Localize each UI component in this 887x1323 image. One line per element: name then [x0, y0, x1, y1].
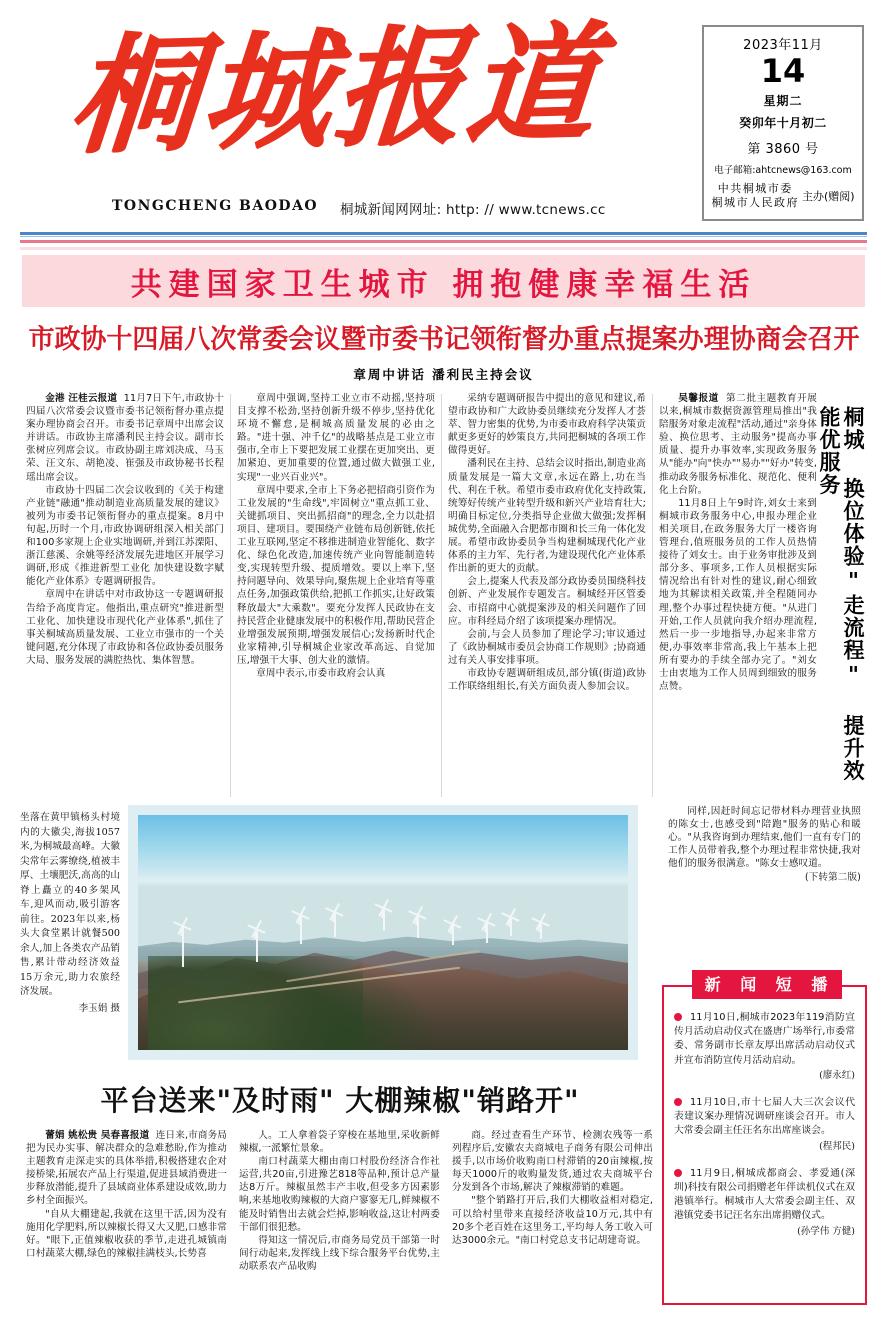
lead-col2-p1: 章周中强调,坚持工业立市不动摇,坚持项目支撑不松劲,坚持创新升级不停步,坚持优化环境不懈怠,是桐城高质量发展的必由之路。"进十强、冲千亿"的战略基点是工业立市强市,全市上下要把发展工业摆在更加突出、更加紧迫、更加重要的位置,通过做大做强工业,实现"一业兴百业兴"。: [237, 393, 435, 483]
lead-article-columns: [20, 392, 867, 797]
lead-subhead: 章周中讲话 潘利民主持会议: [353, 367, 534, 382]
sidebar-column: [653, 392, 865, 797]
news-brief-item-text: 11月9日,桐城成都商会、孝爱通(深圳)科技有限公司捐赠老年伴读机仪式在双港镇举行。桐城市人大常委会副主任、双港镇党委书记汪名东出席捐赠仪式。: [674, 1167, 855, 1222]
lead-col3-p5: 市政协专题调研组成员,部分镇(街道)政协工作联络组组长,有关方面负责人参加会议。: [448, 667, 646, 693]
wind-turbine-icon: [486, 921, 488, 943]
lead-col1-p1: 11月7日下午,市政协十四届八次常委会议暨市委书记领衔督办重点提案办理协商会召开。市委书记章周中出席会议并讲话。市政协主席潘利民主持会议。副市长张树应列席会议。市政协副主席刘决成、马玉荣、汪文东、胡艳凌、崔强及市政协秘书长程瑶出席会议。: [26, 393, 225, 483]
wind-turbine-icon: [256, 928, 258, 962]
second-byline: 蕾娟 姚松贵 吴春喜报道: [45, 1130, 150, 1141]
bullet-icon: [674, 1169, 682, 1177]
second-col2-p1: 人。工人拿着袋子穿梭在基地里,采收新鲜辣椒,一派繁忙景象。: [239, 1130, 440, 1155]
news-brief-item-text: 11月10日,桐城市2023年119消防宣传月活动启动仪式在盛唐广场举行,市委常委、常务副市长章友厚出席活动启动仪式并宣布消防宣传月活动启动。: [674, 1012, 855, 1066]
photo-frame: [128, 805, 638, 1060]
sidebar-continuation: (下转第二版): [804, 872, 861, 884]
wind-turbine-icon: [383, 907, 385, 931]
wind-turbine-icon: [334, 911, 336, 937]
news-brief-list: [664, 987, 865, 1258]
news-brief-item-credit: (程邦民): [819, 1140, 855, 1152]
news-brief-box: [662, 975, 867, 1305]
lead-col2-text: [237, 392, 435, 680]
slogan-banner: [22, 255, 865, 307]
second-col2-text: [239, 1129, 440, 1273]
lead-col3-p1: 采纳专题调研报告中提出的意见和建议,希望市政协和广大政协委员继续充分发挥人才荟萃、智力密集的优势,为市委市政府科学决策贡献更多更好的妙策良方,共同把桐城的各项工作做得更好。: [448, 393, 646, 457]
sidebar-p1: 第二批主题教育开展以来,桐城市数据资源管理局推出"我陪服务对象走流程"活动,通过"亲身体验、换位思考、主动服务"提高办事质量、提升办事效率,实现政务服务从"能办"向"快办""易办""好办"转变,推动政务服务标准化、规范化、便利化上台阶。: [659, 393, 817, 496]
issue-lunar-date: 癸卯年十月初二: [739, 116, 827, 130]
lead-col1-p2: 市政协十四届二次会议收到的《关于构建产业链"融通"推动制造业高质量发展的建议》被列为市委书记领衔督办的重点提案。8月中旬起,历时一个月,市政协调研组深入相关部门和100多家规上企业实地调研,并到江苏溧阳、浙江慈溪、余姚等经济发展先进地区开展学习调研,形成《推进新型工业化 加快建设数字赋能化产业体系》专题调研报告。: [26, 484, 224, 588]
bullet-icon: [674, 1013, 682, 1021]
second-column-2: [233, 1129, 446, 1273]
issue-info-box: [702, 25, 864, 221]
second-column-1: [20, 1129, 233, 1273]
newspaper-logo: [64, 8, 690, 177]
issue-publisher: [704, 182, 862, 210]
wind-turbine-icon: [452, 923, 454, 945]
news-brief-item-text: 11月10日,市十七届人大三次会议代表建议案办理情况调研座谈会召开。市人大常委会副主任汪名东出席座谈会。: [674, 1097, 855, 1137]
news-brief-item[interactable]: [674, 1011, 855, 1083]
divider-red: [20, 240, 867, 243]
wind-turbine-icon: [300, 914, 302, 944]
photo-caption-text: 坐落在黄甲镇杨头村境内的大徽尖,海拔1057米,为桐城最高峰。大徽尖常年云雾缭绕,植被丰厚、土壤肥沃,高高的山脊上矗立的40多架风车,迎风而动,吸引游客前往。2023年以来,杨头大食堂累计就餐500余人,加上各类农产品销售,累计带动经济效益15万余元,助力农旅经济发展。: [20, 812, 120, 997]
wind-turbine-icon: [417, 914, 419, 938]
divider-blue: [20, 232, 867, 235]
second-col2-p2: 南口村蔬菜大棚由南口村股份经济合作社运营,共20亩,引进豫艺818等品种,预计总产量达8万斤。辣椒虽然丰产丰收,但受多方因素影响,来基地收购辣椒的大商户寥寥无几,鲜辣椒不能及时销售出去就会烂掉,影响收益,这让村两委干部们很犯愁。: [239, 1156, 440, 1233]
second-headline: 平台送来"及时雨" 大棚辣椒"销路开": [100, 1084, 580, 1117]
issue-number: 第 3860 号: [747, 142, 819, 157]
lead-headline: 市政协十四届八次常委会议暨市委书记领衔督办重点提案办理协商会召开: [28, 324, 860, 355]
news-brief-title: 新 闻 短 播: [692, 970, 842, 999]
second-col3-p1: 商。经过查看生产环节、检测农残等一系列程序后,安徽农夫商城电子商务有限公司伸出援手,以市场价收购南口村滞销的20亩辣椒,按每天1000斤的收购量发货,通过农夫商城平台分发到各个市场,解决了辣椒滞销的难题。: [452, 1130, 653, 1194]
issue-weekday: 星期二: [763, 94, 803, 108]
slogan-text: 共建国家卫生城市 拥抱健康幸福生活: [130, 266, 757, 303]
sidebar-column-continued: [662, 805, 867, 885]
publisher-org-line1: 中共桐城市委: [717, 182, 793, 195]
wind-turbine-icon: [182, 925, 184, 967]
wind-turbine-icon: [510, 916, 512, 936]
publisher-org: [711, 182, 799, 210]
second-col3-text: [452, 1129, 653, 1247]
second-column-3: [446, 1129, 659, 1273]
lead-col3-p2: 潘利民在主持、总结会议时指出,制造业高质量发展是一篇大文章,永远在路上,功在当代、利在千秋。希望市委市政府优化支持政策,统筹好传统产业转型升级和新兴产业培育壮大;明确目标定位,分类指导企业做大做强;发挥桐城优势,全面融入合肥都市圈和长三角一体化发展。希望市政协委员争当构建桐城现代化产业体系的主力军、先行者,为建设现代化产业体系作出新的更大的贡献。: [448, 458, 646, 575]
sidebar-vertical-headline: 桐城 换位体验"走流程" 提升效能优服务: [817, 406, 866, 782]
lead-column-3: [442, 392, 652, 797]
lead-byline: 金港 汪桂云报道: [45, 393, 118, 404]
sidebar-p2: 11月8日上午9时许,刘女士来到桐城市政务服务中心,申报办理企业相关项目,在政务服务大厅一楼咨询管理台,值班服务员的工作人员热情接待了刘女士。由于业务审批涉及到部分多、事项多,工作人员根据实际情况给出有针对性的建议,耐心细致地为其解读相关政策,并全程随同办理,整个办事过程快捷方便。"从进门开始,工作人员就向我介绍办理流程,然后一步一步地指导,办起来非常方便,办事效率非常高,我上午基本上把所有要办的手续全部办完了。"刘女士由衷地为工作人员周到细致的服务点赞。: [659, 497, 817, 693]
mountain-windfarm-photo: [138, 815, 628, 1050]
lead-col2-p3: 章周中表示,市委市政府会认真: [256, 667, 386, 679]
issue-day: 14: [760, 52, 806, 90]
second-col1-p1: 连日来,市商务局把为民办实事、解决群众的急难愁盼,作为推动主题教育走深走实的具体举措,积极搭建农企对接桥梁,拓展农产品上行渠道,促进县域消费进一步释放潜能,提升了县域商业体系建设成效,助力乡村全面振兴。: [26, 1130, 227, 1207]
masthead: [0, 0, 887, 232]
lead-col3-p4: 会前,与会人员参加了理论学习;审议通过了《政协桐城市委员会协商工作规则》;协商通过有关人事安排事项。: [448, 628, 646, 666]
photo-credit: 李玉娟 摄: [78, 1002, 120, 1014]
bullet-icon: [674, 1098, 682, 1106]
lead-column-1: [20, 392, 230, 797]
lead-col3-text: [448, 392, 646, 693]
lead-column-2: [231, 392, 441, 797]
website-line[interactable]: 桐城新闻网网址: http: // www.tcnews.cc: [340, 202, 606, 218]
publisher-org-line2: 桐城市人民政府: [711, 196, 799, 209]
news-brief-item-credit: (廖永红): [819, 1069, 855, 1081]
lead-col2-p2: 章周中要求,全市上下务必把招商引资作为工业发展的"生命线",牢固树立"重点抓工业、关键抓项目、突出抓招商"的理念,全力以赴招项目、建项目。要围绕产业链布局创新链,依托工业互联网,坚定不移推进制造业智能化、数字化、绿色化改造,加速传统产业向智能制造转变,实现转型升级、提质增效。要以上率下,坚持问题导向、效果导向,聚焦规上企业培育等重点任务,加强政策供给,把抓工作抓实,让好政策释放最大"大乘数"。要充分发挥人民政协在支持民营企业健康发展中的积极作用,帮助民营企业增强发展预期,增强发展信心;发扬新时代企业家精神,引导桐城企业家改革高远、自觉加压,增强干大事、创大业的激情。: [237, 484, 435, 666]
news-brief-item[interactable]: [674, 1096, 855, 1154]
sidebar-col-text-cont: [668, 805, 861, 885]
second-col3-p2: "整个销路打开后,我们大棚收益相对稳定,可以给村里带来直接经济收益10万元,其中有20多个老百姓在这里务工,平均每人务工收入可达3000余元。"南口村党总支书记胡建奇说。: [452, 1195, 653, 1246]
divider-pink: [20, 247, 867, 250]
publisher-sponsor: 主办(赠阅): [801, 190, 855, 203]
second-col1-p2: "自从大棚建起,我就在这里干活,因为没有施用化学肥料,所以辣椒长得又大又肥,口感非常好。"眼下,正值辣椒收获的季节,走进孔城镇南口村蔬菜大棚,绿色的辣椒挂满枝头,长势喜: [26, 1208, 227, 1259]
newspaper-title-pinyin: TONGCHENG BAODAO: [112, 198, 319, 214]
lead-col1-p3: 章周中在讲话中对市政协这一专题调研报告给予高度肯定。他指出,重点研究"推进新型工业化、加快建设市现代化产业体系",抓住了事关桐城高质量发展、工业立市强市的一个关键问题,充分体现了市政协和各位政协委员服务大局、服务发展的满腔热忱、集体智慧。: [26, 589, 224, 666]
second-col2-p3: 得知这一情况后,市商务局党员干部第一时间行动起来,发挥线上线下综合服务平台优势,主动联系农产品收购: [239, 1234, 440, 1272]
sidebar-col-text: [659, 392, 817, 693]
sidebar-p3: 同样,因赶时间忘记带材料办理营业执照的陈女士,也感受到"陪跑"服务的贴心和暖心。"从我咨询到办理结束,他们一直有专门的工作人员带着我,整个办理过程非常快捷,我对他们的服务很满意。"陈女士感叹道。: [668, 806, 861, 870]
news-brief-item-credit: (孙学伟 方健): [797, 1225, 855, 1237]
issue-email[interactable]: 电子邮箱:ahtcnews@163.com: [714, 165, 852, 176]
issue-year-month: 2023年11月: [743, 38, 823, 53]
photo-caption: [20, 811, 120, 1016]
second-col1-text: [26, 1129, 227, 1260]
wind-turbine-icon: [540, 921, 542, 939]
divider-blue-thin: [20, 236, 867, 237]
lead-col3-p3: 会上,提案人代表及部分政协委员围绕科技创新、产业发展作专题发言。桐城经开区管委会、市招商中心就提案涉及的相关问题作了回应。市科经局介绍了该项提案办理情况。: [448, 576, 646, 627]
sidebar-byline: 吴馨报道: [678, 393, 719, 404]
news-brief-item[interactable]: [674, 1167, 855, 1239]
lead-col1-text: [26, 392, 224, 667]
newspaper-title-cn: 桐城报道: [64, 8, 606, 172]
